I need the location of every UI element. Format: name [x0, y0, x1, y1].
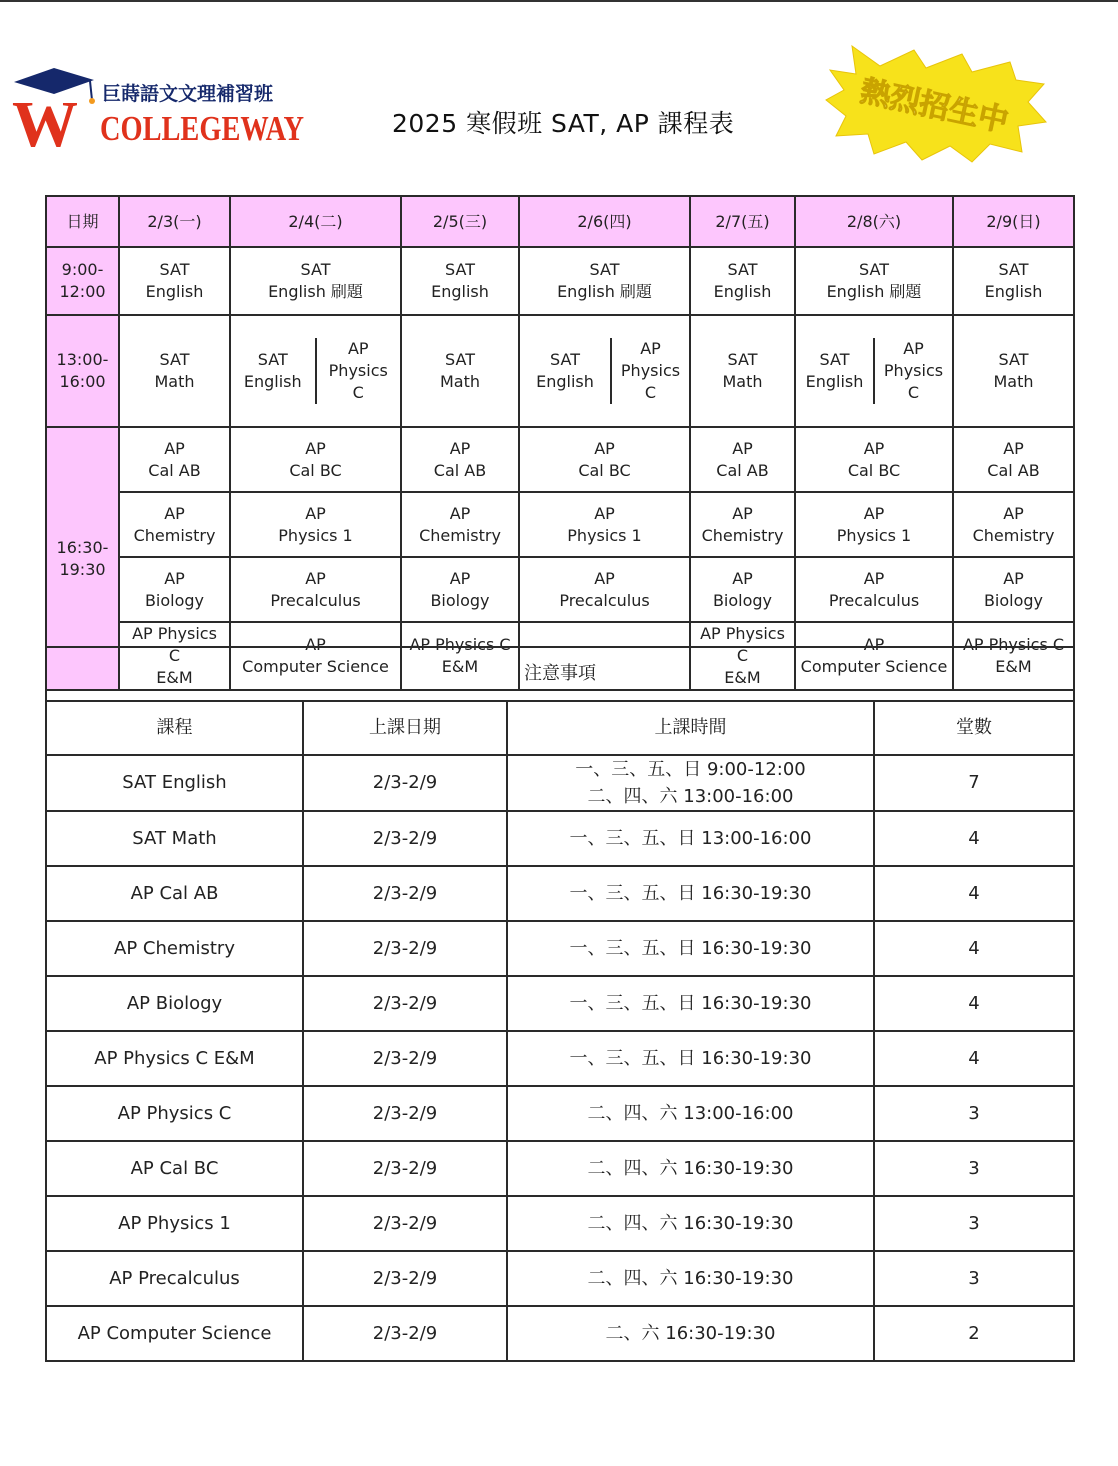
class-cell: AP Chemistry	[953, 492, 1074, 557]
course-sessions: 4	[874, 921, 1074, 976]
course-name: AP Physics 1	[46, 1196, 303, 1251]
course-name: AP Computer Science	[46, 1306, 303, 1361]
course-time: 一、三、五、日 9:00-12:00 二、四、六 13:00-16:00	[507, 755, 874, 811]
header-day: 2/6(四)	[519, 196, 690, 247]
course-time: 二、四、六 16:30-19:30	[507, 1141, 874, 1196]
course-sessions: 4	[874, 1031, 1074, 1086]
course-sessions: 3	[874, 1196, 1074, 1251]
course-dates: 2/3-2/9	[303, 1251, 507, 1306]
split-class-cell	[519, 315, 690, 427]
header-date-label: 日期	[46, 196, 119, 247]
class-cell: SAT English 刷題	[795, 247, 953, 315]
class-cell: AP Physics C E&M	[401, 622, 519, 690]
course-sessions: 3	[874, 1251, 1074, 1306]
class-cell: AP Precalculus	[230, 557, 401, 622]
class-cell: AP Computer Science	[230, 622, 401, 690]
class-cell: SAT Math	[690, 315, 795, 427]
course-time: 二、六 16:30-19:30	[507, 1306, 874, 1361]
class-cell: SAT English	[953, 247, 1074, 315]
table-row	[46, 1141, 1074, 1196]
class-cell: AP Cal BC	[519, 427, 690, 492]
course-time: 一、三、五、日 16:30-19:30	[507, 921, 874, 976]
notes-header-time: 上課時間	[507, 701, 874, 755]
course-time: 二、四、六 16:30-19:30	[507, 1196, 874, 1251]
course-sessions: 2	[874, 1306, 1074, 1361]
notes-header-row	[46, 701, 1074, 755]
split-class-cell	[230, 315, 401, 427]
evening-row	[46, 492, 1074, 557]
class-cell: SAT English 刷題	[230, 247, 401, 315]
course-name: SAT English	[46, 755, 303, 811]
course-sessions: 7	[874, 755, 1074, 811]
class-cell: AP Physics C E&M	[119, 622, 230, 690]
logo-english-name: COLLEGEWAY	[100, 109, 304, 148]
course-name: AP Cal BC	[46, 1141, 303, 1196]
class-cell-right: AP Physics C	[315, 338, 401, 404]
class-cell: AP Chemistry	[690, 492, 795, 557]
class-cell: AP Biology	[690, 557, 795, 622]
class-cell: SAT English	[401, 247, 519, 315]
class-cell: AP Cal AB	[690, 427, 795, 492]
header-day: 2/4(二)	[230, 196, 401, 247]
course-dates: 2/3-2/9	[303, 921, 507, 976]
course-dates: 2/3-2/9	[303, 1086, 507, 1141]
collegeway-logo	[8, 64, 308, 161]
table-row	[46, 1031, 1074, 1086]
class-cell: AP Biology	[953, 557, 1074, 622]
table-row	[46, 755, 1074, 811]
course-sessions: 3	[874, 1086, 1074, 1141]
course-sessions: 4	[874, 976, 1074, 1031]
afternoon-row	[46, 315, 1074, 427]
notes-body	[46, 755, 1074, 1361]
class-cell: AP Computer Science	[795, 622, 953, 690]
course-dates: 2/3-2/9	[303, 976, 507, 1031]
morning-row	[46, 247, 1074, 315]
course-time: 一、三、五、日 16:30-19:30	[507, 866, 874, 921]
course-name: SAT Math	[46, 811, 303, 866]
evening-row	[46, 427, 1074, 492]
notes-title: 注意事項	[46, 647, 1074, 701]
notes-header-sessions: 堂數	[874, 701, 1074, 755]
class-cell: SAT English	[690, 247, 795, 315]
course-time: 二、四、六 13:00-16:00	[507, 1086, 874, 1141]
class-cell: AP Chemistry	[401, 492, 519, 557]
course-name: AP Cal AB	[46, 866, 303, 921]
table-row	[46, 811, 1074, 866]
course-time: 一、三、五、日 13:00-16:00	[507, 811, 874, 866]
class-cell: AP Physics C E&M	[953, 622, 1074, 690]
class-cell: AP Cal AB	[119, 427, 230, 492]
header-day: 2/8(六)	[795, 196, 953, 247]
class-cell: AP Physics 1	[230, 492, 401, 557]
logo-letter: W	[12, 88, 78, 161]
class-cell: AP Physics 1	[519, 492, 690, 557]
class-cell: AP Chemistry	[119, 492, 230, 557]
class-cell: AP Cal BC	[795, 427, 953, 492]
class-cell: AP Cal AB	[953, 427, 1074, 492]
class-cell-right: AP Physics C	[873, 338, 952, 404]
class-cell: AP Cal BC	[230, 427, 401, 492]
class-cell: SAT English 刷題	[519, 247, 690, 315]
class-cell-right: AP Physics C	[610, 338, 689, 404]
time-slot-afternoon: 13:00- 16:00	[46, 315, 119, 427]
schedule-header-row	[46, 196, 1074, 247]
course-name: AP Chemistry	[46, 921, 303, 976]
class-cell: AP Biology	[401, 557, 519, 622]
class-cell-left: SAT English	[805, 350, 864, 391]
evening-row	[46, 557, 1074, 622]
table-row	[46, 1306, 1074, 1361]
course-dates: 2/3-2/9	[303, 1031, 507, 1086]
class-cell: AP Precalculus	[795, 557, 953, 622]
table-row	[46, 1196, 1074, 1251]
class-cell: SAT Math	[953, 315, 1074, 427]
page-title: 2025 寒假班 SAT, AP 課程表	[392, 109, 735, 138]
time-slot-morning: 9:00- 12:00	[46, 247, 119, 315]
course-time: 一、三、五、日 16:30-19:30	[507, 976, 874, 1031]
table-row	[46, 976, 1074, 1031]
course-sessions: 4	[874, 811, 1074, 866]
course-name: AP Biology	[46, 976, 303, 1031]
notes-header-course: 課程	[46, 701, 303, 755]
course-dates: 2/3-2/9	[303, 755, 507, 811]
badge-text: 熱烈招生中	[857, 73, 1012, 140]
logo-chinese-name: 巨蒔語文文理補習班	[102, 83, 274, 105]
top-border-line	[0, 0, 1118, 2]
course-sessions: 3	[874, 1141, 1074, 1196]
header-day: 2/3(一)	[119, 196, 230, 247]
class-cell: AP Physics C E&M	[690, 622, 795, 690]
class-cell: SAT Math	[119, 315, 230, 427]
course-sessions: 4	[874, 866, 1074, 921]
course-name: AP Physics C E&M	[46, 1031, 303, 1086]
class-cell: AP Biology	[119, 557, 230, 622]
notes-header-dates: 上課日期	[303, 701, 507, 755]
course-dates: 2/3-2/9	[303, 811, 507, 866]
header-day: 2/7(五)	[690, 196, 795, 247]
course-name: AP Physics C	[46, 1086, 303, 1141]
class-cell: SAT English	[119, 247, 230, 315]
table-row	[46, 866, 1074, 921]
time-slot-evening: 16:30- 19:30	[46, 427, 119, 690]
class-cell: SAT Math	[401, 315, 519, 427]
table-row	[46, 1251, 1074, 1306]
split-class-cell	[795, 315, 953, 427]
schedule-table	[45, 195, 1075, 691]
class-cell-left: SAT English	[243, 350, 302, 391]
course-dates: 2/3-2/9	[303, 1196, 507, 1251]
table-row	[46, 1086, 1074, 1141]
class-cell: AP Precalculus	[519, 557, 690, 622]
class-cell: AP Physics 1	[795, 492, 953, 557]
course-time: 二、四、六 16:30-19:30	[507, 1251, 874, 1306]
course-time: 一、三、五、日 16:30-19:30	[507, 1031, 874, 1086]
course-dates: 2/3-2/9	[303, 1306, 507, 1361]
recruiting-badge	[822, 44, 1048, 164]
class-cell-left: SAT English	[536, 350, 594, 391]
header-day: 2/9(日)	[953, 196, 1074, 247]
class-cell: AP Cal AB	[401, 427, 519, 492]
table-row	[46, 921, 1074, 976]
header-day: 2/5(三)	[401, 196, 519, 247]
course-notes-table	[45, 646, 1075, 1362]
course-name: AP Precalculus	[46, 1251, 303, 1306]
course-dates: 2/3-2/9	[303, 866, 507, 921]
course-dates: 2/3-2/9	[303, 1141, 507, 1196]
